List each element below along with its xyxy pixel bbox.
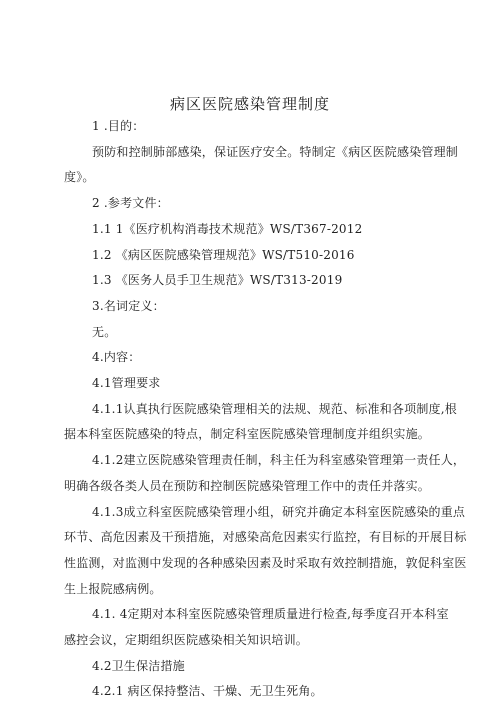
reference-item: 1.3 《医务人员手卫生规范》WS/T313-2019	[92, 273, 343, 288]
section-heading-references: 2 .参考文件：	[92, 196, 169, 211]
reference-item: 1.2 《病区医院感染管理规范》WS/T510-2016	[92, 247, 355, 262]
paragraph-line: 4.2.1 病区保持整洁、干燥、无卫生死角。	[92, 684, 323, 699]
paragraph-line: 预防和控制肺部感染，保证医疗安全。特制定《病区医院感染管理制	[92, 144, 459, 159]
paragraph-line: 无。	[92, 324, 117, 339]
paragraph-line: 4.1. 4定期对本科室医院感染管理质量进行检查,每季度召开本科室	[92, 607, 449, 622]
subsection-heading: 4.2卫生保洁措施	[92, 658, 185, 673]
paragraph-line: 环节、高危因素及干预措施，对感染高危因素实行监控，有目标的开展目标	[64, 530, 467, 545]
section-heading-definitions: 3.名词定义：	[92, 298, 165, 313]
paragraph-line: 4.1.2建立医院感染管理责任制，科主任为科室感染管理第一责任人，	[92, 453, 466, 468]
paragraph-line: 明确各级各类人员在预防和控制医院感染管理工作中的责任并落实。	[64, 478, 431, 493]
subsection-heading: 4.1管理要求	[92, 376, 161, 390]
paragraph-line: 生上报院感病例。	[64, 581, 162, 596]
paragraph-line: 度》。	[64, 170, 95, 185]
paragraph-line: 性监测，对监测中发现的各种感染因素及时采取有效控制措施，敦促科室医	[64, 555, 467, 570]
paragraph-line: 4.1.1认真执行医院感染管理相关的法规、规范、标准和各项制度,根	[92, 401, 457, 416]
paragraph-line: 4.1.3成立科室医院感染管理小组，研究并确定本科室医院感染的重点	[92, 504, 466, 519]
reference-item: 1.1 1《医疗机构消毒技术规范》WS/T367-2012	[92, 221, 363, 236]
document-title: 病区医院感染管理制度	[169, 95, 330, 113]
section-heading-content: 4.内容：	[92, 350, 141, 365]
section-heading-purpose: 1 .目的：	[92, 119, 145, 133]
paragraph-line: 感控会议，定期组织医院感染相关知识培训。	[64, 633, 309, 647]
paragraph-line: 据本科室医院感染的特点，制定科室医院感染管理制度并组织实施。	[64, 427, 431, 442]
